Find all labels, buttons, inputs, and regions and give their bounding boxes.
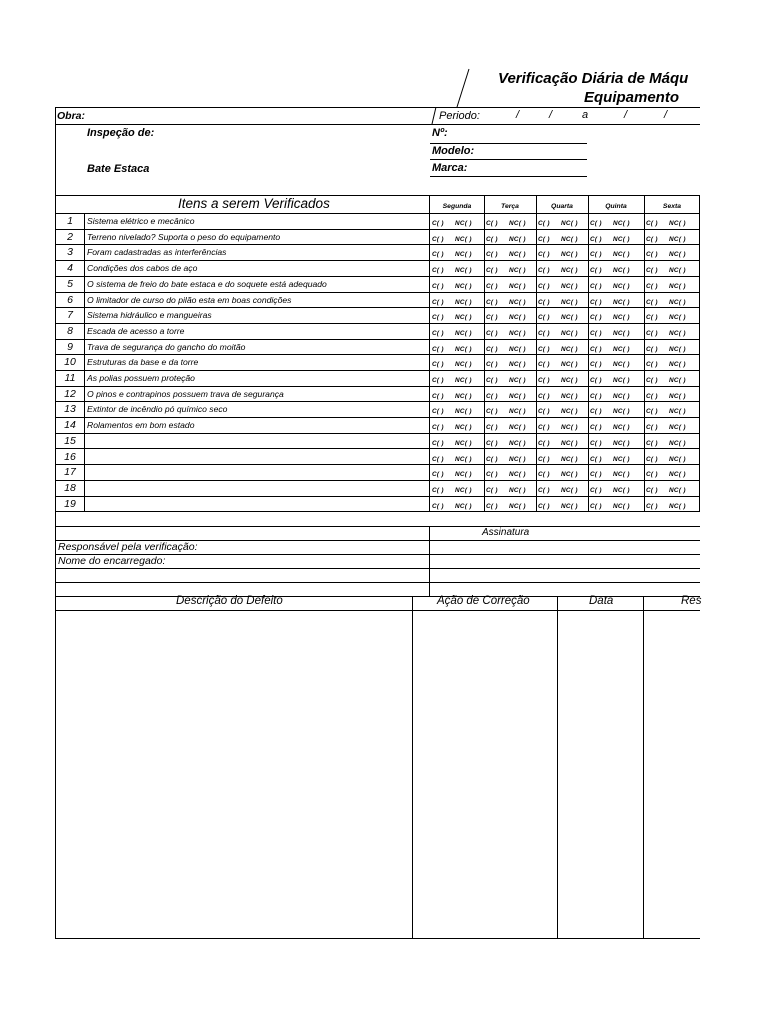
- row-divider: [55, 292, 700, 293]
- equipment-name: Bate Estaca: [87, 163, 150, 175]
- nc-checkbox[interactable]: NC( ): [455, 455, 472, 463]
- day-col-divider: [536, 195, 537, 511]
- nc-checkbox[interactable]: NC( ): [669, 298, 686, 306]
- nc-checkbox[interactable]: NC( ): [455, 235, 472, 243]
- item-text: O limitador de curso do pilão esta em boas condições: [87, 294, 292, 305]
- c-checkbox[interactable]: C( ): [538, 486, 550, 494]
- row-divider: [55, 260, 700, 261]
- periodo-sep: /: [664, 109, 668, 121]
- nc-checkbox[interactable]: NC( ): [613, 361, 630, 369]
- defects-bottom-border: [55, 938, 700, 939]
- c-checkbox[interactable]: C( ): [432, 235, 444, 243]
- nc-checkbox[interactable]: NC( ): [613, 314, 630, 322]
- day-header-terca: Terça: [501, 203, 519, 210]
- c-checkbox[interactable]: C( ): [646, 298, 658, 306]
- c-checkbox[interactable]: C( ): [590, 455, 602, 463]
- nc-checkbox[interactable]: NC( ): [669, 377, 686, 384]
- nc-checkbox[interactable]: NC( ): [613, 298, 630, 306]
- nc-checkbox[interactable]: NC( ): [509, 220, 526, 227]
- nc-checkbox[interactable]: NC( ): [455, 471, 472, 479]
- nc-checkbox[interactable]: NC( ): [509, 251, 526, 259]
- nc-checkbox[interactable]: NC( ): [561, 486, 578, 494]
- row-divider: [55, 244, 700, 245]
- c-checkbox[interactable]: C( ): [646, 439, 658, 447]
- c-checkbox[interactable]: C( ): [432, 408, 444, 416]
- item-text: O pinos e contrapinos possuem trava de segurança: [87, 388, 284, 399]
- nc-checkbox[interactable]: NC( ): [455, 314, 472, 322]
- nc-checkbox[interactable]: NC( ): [669, 392, 686, 400]
- c-checkbox[interactable]: C( ): [646, 392, 658, 400]
- item-text: As polias possuem proteção: [87, 373, 195, 383]
- c-checkbox[interactable]: C( ): [646, 424, 658, 432]
- nc-checkbox[interactable]: NC( ): [509, 329, 526, 337]
- item-number: 18: [64, 481, 76, 494]
- c-checkbox[interactable]: C( ): [590, 235, 602, 243]
- nc-checkbox[interactable]: NC( ): [455, 298, 472, 306]
- title-slash: [456, 68, 470, 108]
- nc-checkbox[interactable]: NC( ): [669, 220, 686, 227]
- defects-left-border: [55, 596, 56, 939]
- nc-checkbox[interactable]: NC( ): [669, 408, 686, 416]
- c-checkbox[interactable]: C( ): [590, 345, 602, 353]
- c-checkbox[interactable]: C( ): [538, 392, 550, 400]
- nc-checkbox[interactable]: NC( ): [455, 345, 472, 353]
- nc-checkbox[interactable]: NC( ): [561, 345, 578, 353]
- c-checkbox[interactable]: C( ): [432, 439, 444, 447]
- c-checkbox[interactable]: C( ): [538, 220, 550, 227]
- c-checkbox[interactable]: C( ): [646, 471, 658, 479]
- page-title: Verificação Diária de Máqu: [498, 70, 689, 87]
- c-checkbox[interactable]: C( ): [486, 424, 498, 432]
- item-text: Terreno nivelado? Suporta o peso do equipamento: [87, 231, 281, 242]
- c-checkbox[interactable]: C( ): [432, 392, 444, 400]
- c-checkbox[interactable]: C( ): [486, 314, 498, 322]
- nc-checkbox[interactable]: NC( ): [613, 267, 630, 275]
- c-checkbox[interactable]: C( ): [590, 502, 602, 510]
- item-text: Condições dos cabos de aço: [87, 263, 198, 274]
- item-number: 16: [64, 450, 76, 463]
- item-number: 4: [67, 262, 73, 275]
- resp-header: Res: [681, 595, 702, 607]
- inspecao-label: Inspeção de:: [87, 127, 155, 139]
- row-divider: [55, 307, 700, 308]
- c-checkbox[interactable]: C( ): [432, 455, 444, 463]
- nc-checkbox[interactable]: NC( ): [509, 455, 526, 463]
- nc-checkbox[interactable]: NC( ): [561, 282, 578, 290]
- c-checkbox[interactable]: C( ): [432, 314, 444, 322]
- periodo-slash: [431, 107, 437, 125]
- c-checkbox[interactable]: C( ): [486, 267, 498, 275]
- num-col-divider: [84, 213, 85, 511]
- nc-checkbox[interactable]: NC( ): [561, 314, 578, 322]
- c-checkbox[interactable]: C( ): [486, 439, 498, 447]
- item-number: 14: [64, 419, 76, 432]
- nc-checkbox[interactable]: NC( ): [669, 314, 686, 322]
- nc-checkbox[interactable]: NC( ): [613, 424, 630, 432]
- c-checkbox[interactable]: C( ): [646, 502, 658, 510]
- nc-checkbox[interactable]: NC( ): [561, 220, 578, 227]
- item-number: 12: [64, 387, 76, 400]
- item-text: Escada de acesso a torre: [87, 325, 185, 336]
- nc-checkbox[interactable]: NC( ): [669, 282, 686, 290]
- nc-checkbox[interactable]: NC( ): [455, 392, 472, 400]
- nc-checkbox[interactable]: NC( ): [509, 424, 526, 432]
- c-checkbox[interactable]: C( ): [646, 361, 658, 369]
- assinatura-label: Assinatura: [482, 527, 530, 538]
- nc-checkbox[interactable]: NC( ): [455, 329, 472, 337]
- nc-checkbox[interactable]: NC( ): [509, 439, 526, 447]
- c-checkbox[interactable]: C( ): [538, 235, 550, 243]
- c-checkbox[interactable]: C( ): [538, 439, 550, 447]
- nc-checkbox[interactable]: NC( ): [669, 471, 686, 479]
- c-checkbox[interactable]: C( ): [432, 282, 444, 290]
- row-divider: [55, 511, 700, 512]
- row-divider: [55, 339, 700, 340]
- c-checkbox[interactable]: C( ): [646, 455, 658, 463]
- encarregado-label: Nome do encarregado:: [58, 555, 166, 567]
- sig-left-border: [55, 512, 56, 596]
- nc-checkbox[interactable]: NC( ): [561, 455, 578, 463]
- item-text: Estruturas da base e da torre: [87, 357, 199, 368]
- nc-checkbox[interactable]: NC( ): [455, 486, 472, 494]
- c-checkbox[interactable]: C( ): [538, 424, 550, 432]
- checklist-top-border: [55, 195, 700, 196]
- row-divider: [55, 401, 700, 402]
- row-divider: [55, 386, 700, 387]
- item-number: 15: [64, 434, 76, 447]
- marca-label: Marca:: [432, 162, 468, 174]
- c-checkbox[interactable]: C( ): [590, 314, 602, 322]
- item-text: Sistema hidráulico e mangueiras: [87, 310, 212, 321]
- nc-checkbox[interactable]: NC( ): [613, 282, 630, 290]
- c-checkbox[interactable]: C( ): [646, 282, 658, 290]
- c-checkbox[interactable]: C( ): [590, 220, 602, 227]
- numero-label: Nº:: [432, 127, 448, 139]
- nc-checkbox[interactable]: NC( ): [669, 361, 686, 369]
- nc-checkbox[interactable]: NC( ): [455, 439, 472, 447]
- c-checkbox[interactable]: C( ): [486, 471, 498, 479]
- nc-checkbox[interactable]: NC( ): [509, 408, 526, 416]
- row-divider: [55, 417, 700, 418]
- descricao-header: Descrição do Defeito: [176, 595, 283, 607]
- row-divider: [55, 276, 700, 277]
- c-checkbox[interactable]: C( ): [590, 408, 602, 416]
- c-checkbox[interactable]: C( ): [590, 486, 602, 494]
- nc-checkbox[interactable]: NC( ): [509, 298, 526, 306]
- item-number: 1: [67, 215, 73, 227]
- item-text: O sistema de freio do bate estaca e do soquete está adequado: [87, 278, 327, 289]
- nc-checkbox[interactable]: NC( ): [613, 251, 630, 259]
- day-header-quinta: Quinta: [605, 203, 627, 210]
- c-checkbox[interactable]: C( ): [538, 329, 550, 337]
- nc-checkbox[interactable]: NC( ): [455, 361, 472, 369]
- periodo-label: Periodo:: [439, 110, 480, 122]
- c-checkbox[interactable]: C( ): [432, 486, 444, 494]
- c-checkbox[interactable]: C( ): [646, 345, 658, 353]
- day-header-sexta: Sexta: [662, 203, 682, 210]
- nc-checkbox[interactable]: NC( ): [509, 314, 526, 322]
- c-checkbox[interactable]: C( ): [432, 220, 444, 227]
- c-checkbox[interactable]: C( ): [486, 329, 498, 337]
- c-checkbox[interactable]: C( ): [538, 502, 550, 510]
- day-header-segunda: Segunda: [442, 203, 472, 210]
- nc-checkbox[interactable]: NC( ): [669, 455, 686, 463]
- nc-checkbox[interactable]: NC( ): [509, 392, 526, 400]
- item-number: 9: [67, 340, 73, 353]
- c-checkbox[interactable]: C( ): [590, 298, 602, 306]
- item-text: Sistema elétrico e mecânico: [87, 216, 195, 226]
- c-checkbox[interactable]: C( ): [590, 377, 602, 384]
- sig-line-3: [55, 568, 700, 569]
- nc-checkbox[interactable]: NC( ): [455, 267, 472, 275]
- nc-checkbox[interactable]: NC( ): [561, 408, 578, 416]
- c-checkbox[interactable]: C( ): [486, 502, 498, 510]
- nc-checkbox[interactable]: NC( ): [613, 377, 630, 384]
- nc-checkbox[interactable]: NC( ): [509, 361, 526, 369]
- c-checkbox[interactable]: C( ): [486, 455, 498, 463]
- c-checkbox[interactable]: C( ): [590, 392, 602, 400]
- nc-checkbox[interactable]: NC( ): [509, 471, 526, 479]
- item-number: 5: [67, 277, 73, 290]
- item-text: Extintor de incêndio pó químico seco: [87, 404, 228, 415]
- checklist-right-border: [699, 195, 700, 511]
- c-checkbox[interactable]: C( ): [538, 267, 550, 275]
- nc-checkbox[interactable]: NC( ): [561, 392, 578, 400]
- obra-label: Obra:: [57, 110, 86, 122]
- c-checkbox[interactable]: C( ): [538, 282, 550, 290]
- c-checkbox[interactable]: C( ): [646, 235, 658, 243]
- item-number: 19: [64, 497, 76, 510]
- nc-checkbox[interactable]: NC( ): [613, 345, 630, 353]
- c-checkbox[interactable]: C( ): [646, 408, 658, 416]
- row-divider: [55, 323, 700, 324]
- c-checkbox[interactable]: C( ): [432, 329, 444, 337]
- c-checkbox[interactable]: C( ): [432, 361, 444, 369]
- periodo-sep: /: [516, 109, 520, 121]
- c-checkbox[interactable]: C( ): [432, 267, 444, 275]
- sig-top-border: [55, 526, 700, 527]
- defects-header-bottom: [55, 610, 700, 611]
- c-checkbox[interactable]: C( ): [432, 298, 444, 306]
- nc-checkbox[interactable]: NC( ): [509, 235, 526, 243]
- nc-checkbox[interactable]: NC( ): [561, 361, 578, 369]
- nc-checkbox[interactable]: NC( ): [613, 502, 630, 510]
- nc-checkbox[interactable]: NC( ): [455, 408, 472, 416]
- c-checkbox[interactable]: C( ): [538, 345, 550, 353]
- c-checkbox[interactable]: C( ): [486, 235, 498, 243]
- nc-checkbox[interactable]: NC( ): [561, 251, 578, 259]
- nc-checkbox[interactable]: NC( ): [455, 424, 472, 432]
- c-checkbox[interactable]: C( ): [432, 471, 444, 479]
- sig-line-4: [55, 582, 700, 583]
- sig-vertical: [429, 526, 430, 596]
- nc-checkbox[interactable]: NC( ): [669, 345, 686, 353]
- c-checkbox[interactable]: C( ): [646, 220, 658, 227]
- nc-checkbox[interactable]: NC( ): [613, 439, 630, 447]
- modelo-label: Modelo:: [432, 145, 475, 157]
- item-number: 13: [64, 403, 76, 416]
- nc-checkbox[interactable]: NC( ): [613, 392, 630, 400]
- row-divider: [55, 370, 700, 371]
- day-header-quarta: Quarta: [551, 203, 573, 210]
- checklist-header: Itens a serem Verificados: [178, 196, 330, 211]
- c-checkbox[interactable]: C( ): [590, 471, 602, 479]
- nc-checkbox[interactable]: NC( ): [561, 424, 578, 432]
- nc-checkbox[interactable]: NC( ): [669, 251, 686, 259]
- day-col-divider: [484, 195, 485, 511]
- c-checkbox[interactable]: C( ): [538, 455, 550, 463]
- c-checkbox[interactable]: C( ): [486, 361, 498, 369]
- defects-col-2: [557, 596, 558, 939]
- nc-checkbox[interactable]: NC( ): [561, 471, 578, 479]
- item-number: 11: [64, 372, 76, 384]
- c-checkbox[interactable]: C( ): [538, 251, 550, 259]
- c-checkbox[interactable]: C( ): [486, 408, 498, 416]
- nc-checkbox[interactable]: NC( ): [561, 439, 578, 447]
- item-number: 2: [67, 230, 73, 243]
- c-checkbox[interactable]: C( ): [646, 329, 658, 337]
- nc-checkbox[interactable]: NC( ): [669, 502, 686, 510]
- c-checkbox[interactable]: C( ): [486, 345, 498, 353]
- c-checkbox[interactable]: C( ): [538, 471, 550, 479]
- item-text: Rolamentos em bom estado: [87, 420, 195, 431]
- item-text: Foram cadastradas as interferências: [87, 247, 227, 258]
- modelo-underline: [430, 159, 587, 160]
- c-checkbox[interactable]: C( ): [486, 220, 498, 227]
- c-checkbox[interactable]: C( ): [646, 486, 658, 494]
- c-checkbox[interactable]: C( ): [538, 361, 550, 369]
- c-checkbox[interactable]: C( ): [432, 424, 444, 432]
- item-number: 3: [67, 246, 73, 259]
- day-col-divider: [644, 195, 645, 511]
- nc-checkbox[interactable]: NC( ): [669, 424, 686, 432]
- periodo-sep: /: [549, 109, 553, 121]
- nc-checkbox[interactable]: NC( ): [669, 235, 686, 243]
- nc-checkbox[interactable]: NC( ): [561, 502, 578, 510]
- nc-checkbox[interactable]: NC( ): [561, 329, 578, 337]
- c-checkbox[interactable]: C( ): [590, 361, 602, 369]
- c-checkbox[interactable]: C( ): [432, 502, 444, 510]
- c-checkbox[interactable]: C( ): [538, 377, 550, 384]
- obra-row-bottom: [55, 124, 700, 125]
- item-number: 6: [67, 293, 73, 306]
- c-checkbox[interactable]: C( ): [486, 282, 498, 290]
- responsavel-label: Responsável pela verificação:: [58, 541, 198, 553]
- c-checkbox[interactable]: C( ): [590, 251, 602, 259]
- item-number: 17: [64, 466, 76, 479]
- checklist-header-bottom: [55, 213, 700, 214]
- c-checkbox[interactable]: C( ): [646, 251, 658, 259]
- c-checkbox[interactable]: C( ): [486, 251, 498, 259]
- nc-checkbox[interactable]: NC( ): [669, 267, 686, 275]
- nc-checkbox[interactable]: NC( ): [561, 235, 578, 243]
- nc-checkbox[interactable]: NC( ): [669, 439, 686, 447]
- nc-checkbox[interactable]: NC( ): [561, 267, 578, 275]
- c-checkbox[interactable]: C( ): [432, 251, 444, 259]
- nc-checkbox[interactable]: NC( ): [455, 220, 472, 227]
- nc-checkbox[interactable]: NC( ): [613, 471, 630, 479]
- nc-checkbox[interactable]: NC( ): [613, 486, 630, 494]
- row-divider: [55, 448, 700, 449]
- top-border: [55, 107, 700, 108]
- c-checkbox[interactable]: C( ): [590, 282, 602, 290]
- c-checkbox[interactable]: C( ): [538, 298, 550, 306]
- c-checkbox[interactable]: C( ): [590, 424, 602, 432]
- c-checkbox[interactable]: C( ): [538, 314, 550, 322]
- row-divider: [55, 229, 700, 230]
- nc-checkbox[interactable]: NC( ): [509, 486, 526, 494]
- nc-checkbox[interactable]: NC( ): [613, 329, 630, 337]
- c-checkbox[interactable]: C( ): [646, 267, 658, 275]
- checklist-left-border: [55, 107, 56, 511]
- nc-checkbox[interactable]: NC( ): [613, 455, 630, 463]
- item-text: Trava de segurança do gancho do moitão: [87, 341, 246, 352]
- nc-checkbox[interactable]: NC( ): [509, 502, 526, 510]
- data-header: Data: [589, 595, 614, 607]
- nc-checkbox[interactable]: NC( ): [561, 377, 578, 384]
- item-number: 7: [67, 309, 73, 322]
- nc-checkbox[interactable]: NC( ): [455, 282, 472, 290]
- periodo-sep: /: [624, 109, 628, 121]
- nc-checkbox[interactable]: NC( ): [455, 502, 472, 510]
- nc-checkbox[interactable]: NC( ): [613, 408, 630, 416]
- nc-checkbox[interactable]: NC( ): [669, 486, 686, 494]
- item-col-divider: [429, 195, 430, 511]
- page-subtitle: Equipamento: [584, 89, 680, 106]
- nc-checkbox[interactable]: NC( ): [509, 345, 526, 353]
- nc-checkbox[interactable]: NC( ): [613, 235, 630, 243]
- c-checkbox[interactable]: C( ): [486, 298, 498, 306]
- c-checkbox[interactable]: C( ): [486, 486, 498, 494]
- c-checkbox[interactable]: C( ): [486, 392, 498, 400]
- item-number: 8: [67, 324, 73, 337]
- c-checkbox[interactable]: C( ): [646, 377, 658, 384]
- c-checkbox[interactable]: C( ): [538, 408, 550, 416]
- defects-col-1: [412, 596, 413, 939]
- nc-checkbox[interactable]: NC( ): [509, 267, 526, 275]
- marca-underline: [430, 176, 587, 177]
- nc-checkbox[interactable]: NC( ): [669, 329, 686, 337]
- periodo-sep: a: [582, 109, 589, 121]
- c-checkbox[interactable]: C( ): [590, 267, 602, 275]
- nc-checkbox[interactable]: NC( ): [455, 377, 472, 384]
- acao-header: Ação de Correção: [437, 595, 530, 607]
- nc-checkbox[interactable]: NC( ): [509, 282, 526, 290]
- nc-checkbox[interactable]: NC( ): [613, 220, 630, 227]
- nc-checkbox[interactable]: NC( ): [509, 377, 526, 384]
- nc-checkbox[interactable]: NC( ): [455, 251, 472, 259]
- row-divider: [55, 480, 700, 481]
- row-divider: [55, 433, 700, 434]
- c-checkbox[interactable]: C( ): [590, 329, 602, 337]
- defects-col-3: [643, 596, 644, 939]
- c-checkbox[interactable]: C( ): [432, 377, 444, 384]
- row-divider: [55, 464, 700, 465]
- item-number: 10: [64, 356, 76, 369]
- c-checkbox[interactable]: C( ): [590, 439, 602, 447]
- row-divider: [55, 354, 700, 355]
- numero-underline: [430, 143, 587, 144]
- day-col-divider: [588, 195, 589, 511]
- c-checkbox[interactable]: C( ): [432, 345, 444, 353]
- row-divider: [55, 496, 700, 497]
- nc-checkbox[interactable]: NC( ): [561, 298, 578, 306]
- c-checkbox[interactable]: C( ): [646, 314, 658, 322]
- c-checkbox[interactable]: C( ): [486, 377, 498, 384]
